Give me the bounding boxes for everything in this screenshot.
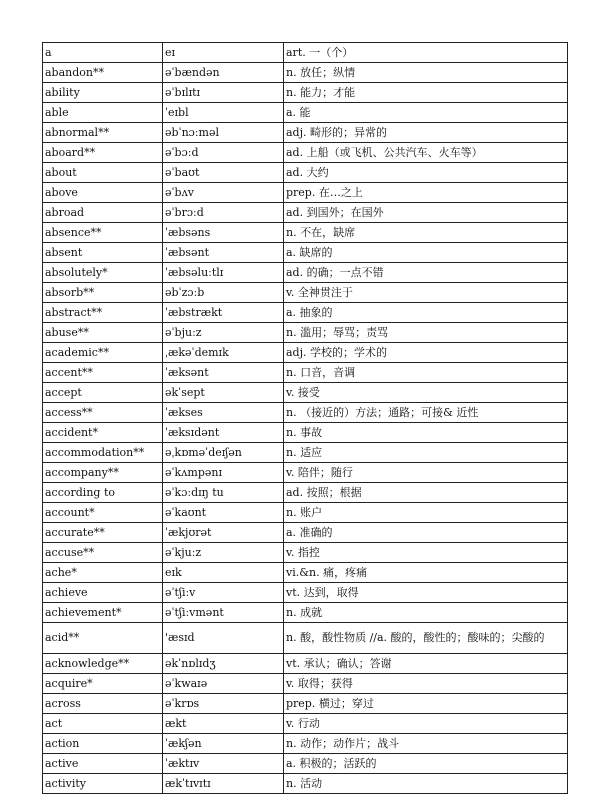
phonetic-cell: əˈkɔːdɪŋ tu	[163, 483, 284, 503]
phonetic-cell: əˈtʃiːv	[163, 583, 284, 603]
meaning-cell: ad. 的确；一点不错	[284, 263, 568, 283]
table-row	[43, 583, 568, 603]
table-row	[43, 463, 568, 483]
phonetic-cell: əˈbɔːd	[163, 143, 284, 163]
table-row	[43, 403, 568, 423]
word-cell: absorb**	[43, 283, 163, 303]
table-row	[43, 343, 568, 363]
table-row	[43, 563, 568, 583]
meaning-cell: v. 取得；获得	[284, 674, 568, 694]
meaning-cell: adj. 畸形的；异常的	[284, 123, 568, 143]
phonetic-cell: əˈkrɒs	[163, 694, 284, 714]
meaning-cell: art. 一（个）	[284, 43, 568, 63]
word-cell: according to	[43, 483, 163, 503]
meaning-cell: n. 活动	[284, 774, 568, 794]
word-cell: accommodation**	[43, 443, 163, 463]
table-row	[43, 383, 568, 403]
table-row	[43, 303, 568, 323]
phonetic-cell: əˌkɒməˈdeɪʃən	[163, 443, 284, 463]
phonetic-cell: ˈæbsəluːtlɪ	[163, 263, 284, 283]
table-row	[43, 163, 568, 183]
meaning-cell: ad. 到国外；在国外	[284, 203, 568, 223]
word-cell: able	[43, 103, 163, 123]
table-row	[43, 223, 568, 243]
table-row	[43, 143, 568, 163]
word-cell: accept	[43, 383, 163, 403]
meaning-cell: a. 缺席的	[284, 243, 568, 263]
phonetic-cell: ˈeɪbl	[163, 103, 284, 123]
table-row	[43, 243, 568, 263]
meaning-cell: a. 准确的	[284, 523, 568, 543]
meaning-cell: v. 陪伴；随行	[284, 463, 568, 483]
phonetic-cell: əkˈsept	[163, 383, 284, 403]
word-cell: accurate**	[43, 523, 163, 543]
word-cell: absolutely*	[43, 263, 163, 283]
phonetic-cell: əˈkwaɪə	[163, 674, 284, 694]
word-cell: accuse**	[43, 543, 163, 563]
phonetic-cell: əˈbʌv	[163, 183, 284, 203]
meaning-cell: ad. 上船（或飞机、公共汽车、火车等）	[284, 143, 568, 163]
word-cell: account*	[43, 503, 163, 523]
table-row	[43, 543, 568, 563]
meaning-cell: n. 能力；才能	[284, 83, 568, 103]
word-cell: acquire*	[43, 674, 163, 694]
word-cell: abandon**	[43, 63, 163, 83]
phonetic-cell: əˈkʌmpənɪ	[163, 463, 284, 483]
meaning-cell: n. 放任；纵情	[284, 63, 568, 83]
word-cell: a	[43, 43, 163, 63]
meaning-cell: prep. 横过；穿过	[284, 694, 568, 714]
word-cell: acid**	[43, 623, 163, 654]
phonetic-cell: əˈtʃiːvmənt	[163, 603, 284, 623]
phonetic-cell: ˈæksɪdənt	[163, 423, 284, 443]
phonetic-cell: eɪ	[163, 43, 284, 63]
vocabulary-table-body	[43, 43, 568, 794]
phonetic-cell: ˈæbsəns	[163, 223, 284, 243]
table-row	[43, 734, 568, 754]
meaning-cell: n. 账户	[284, 503, 568, 523]
table-row	[43, 523, 568, 543]
meaning-cell: prep. 在…之上	[284, 183, 568, 203]
word-cell: absence**	[43, 223, 163, 243]
phonetic-cell: ækˈtɪvɪtɪ	[163, 774, 284, 794]
word-cell: abstract**	[43, 303, 163, 323]
meaning-cell: n. 事故	[284, 423, 568, 443]
table-row	[43, 423, 568, 443]
word-cell: act	[43, 714, 163, 734]
meaning-cell: v. 指控	[284, 543, 568, 563]
phonetic-cell: ˈæktɪv	[163, 754, 284, 774]
meaning-cell: adj. 学校的；学术的	[284, 343, 568, 363]
meaning-cell: n. 滥用；辱骂；责骂	[284, 323, 568, 343]
table-row	[43, 694, 568, 714]
meaning-cell: n. （接近的）方法；通路；可接& 近性	[284, 403, 568, 423]
meaning-cell: n. 酸，酸性物质 //a. 酸的，酸性的；酸味的；尖酸的	[284, 623, 568, 654]
meaning-cell: a. 能	[284, 103, 568, 123]
table-row	[43, 654, 568, 674]
table-row	[43, 323, 568, 343]
word-cell: abuse**	[43, 323, 163, 343]
meaning-cell: n. 口音，音调	[284, 363, 568, 383]
phonetic-cell: əˈbændən	[163, 63, 284, 83]
table-row	[43, 83, 568, 103]
phonetic-cell: ˈækjʊrət	[163, 523, 284, 543]
word-cell: achieve	[43, 583, 163, 603]
word-cell: academic**	[43, 343, 163, 363]
word-cell: accident*	[43, 423, 163, 443]
table-row	[43, 363, 568, 383]
word-cell: accent**	[43, 363, 163, 383]
word-cell: abnormal**	[43, 123, 163, 143]
meaning-cell: vt. 达到，取得	[284, 583, 568, 603]
table-row	[43, 123, 568, 143]
table-row	[43, 754, 568, 774]
table-row	[43, 483, 568, 503]
word-cell: above	[43, 183, 163, 203]
table-row	[43, 503, 568, 523]
table-row	[43, 63, 568, 83]
phonetic-cell: ˈækʃən	[163, 734, 284, 754]
word-cell: access**	[43, 403, 163, 423]
table-row	[43, 263, 568, 283]
meaning-cell: v. 接受	[284, 383, 568, 403]
table-row	[43, 443, 568, 463]
meaning-cell: n. 成就	[284, 603, 568, 623]
word-cell: achievement*	[43, 603, 163, 623]
phonetic-cell: ˌækəˈdemɪk	[163, 343, 284, 363]
phonetic-cell: əˈbaʊt	[163, 163, 284, 183]
word-cell: ache*	[43, 563, 163, 583]
table-row	[43, 674, 568, 694]
table-row	[43, 103, 568, 123]
table-row	[43, 774, 568, 794]
meaning-cell: ad. 按照；根据	[284, 483, 568, 503]
meaning-cell: n. 动作；动作片；战斗	[284, 734, 568, 754]
phonetic-cell: ˈæbstrækt	[163, 303, 284, 323]
phonetic-cell: əˈkaʊnt	[163, 503, 284, 523]
phonetic-cell: əˈkjuːz	[163, 543, 284, 563]
meaning-cell: v. 行动	[284, 714, 568, 734]
phonetic-cell: ˈækses	[163, 403, 284, 423]
phonetic-cell: əˈbɪlɪtɪ	[163, 83, 284, 103]
phonetic-cell: əbˈzɔːb	[163, 283, 284, 303]
phonetic-cell: əbˈnɔːməl	[163, 123, 284, 143]
table-row	[43, 623, 568, 654]
word-cell: aboard**	[43, 143, 163, 163]
phonetic-cell: əˈbrɔːd	[163, 203, 284, 223]
word-cell: acknowledge**	[43, 654, 163, 674]
word-cell: about	[43, 163, 163, 183]
meaning-cell: vi.&n. 痛，疼痛	[284, 563, 568, 583]
meaning-cell: vt. 承认；确认；答谢	[284, 654, 568, 674]
word-cell: ability	[43, 83, 163, 103]
phonetic-cell: əkˈnɒlɪdʒ	[163, 654, 284, 674]
meaning-cell: ad. 大约	[284, 163, 568, 183]
vocabulary-table	[42, 42, 568, 794]
word-cell: activity	[43, 774, 163, 794]
phonetic-cell: ˈæksənt	[163, 363, 284, 383]
meaning-cell: n. 不在，缺席	[284, 223, 568, 243]
phonetic-cell: ækt	[163, 714, 284, 734]
word-cell: across	[43, 694, 163, 714]
meaning-cell: n. 适应	[284, 443, 568, 463]
word-cell: abroad	[43, 203, 163, 223]
word-cell: accompany**	[43, 463, 163, 483]
meaning-cell: a. 抽象的	[284, 303, 568, 323]
word-cell: action	[43, 734, 163, 754]
word-cell: active	[43, 754, 163, 774]
table-row	[43, 283, 568, 303]
table-row	[43, 183, 568, 203]
table-row	[43, 43, 568, 63]
meaning-cell: v. 全神贯注于	[284, 283, 568, 303]
phonetic-cell: 'æsɪd	[163, 623, 284, 654]
phonetic-cell: eɪk	[163, 563, 284, 583]
word-cell: absent	[43, 243, 163, 263]
table-row	[43, 714, 568, 734]
phonetic-cell: ˈæbsənt	[163, 243, 284, 263]
meaning-cell: a. 积极的；活跃的	[284, 754, 568, 774]
table-row	[43, 603, 568, 623]
table-row	[43, 203, 568, 223]
phonetic-cell: əˈbjuːz	[163, 323, 284, 343]
